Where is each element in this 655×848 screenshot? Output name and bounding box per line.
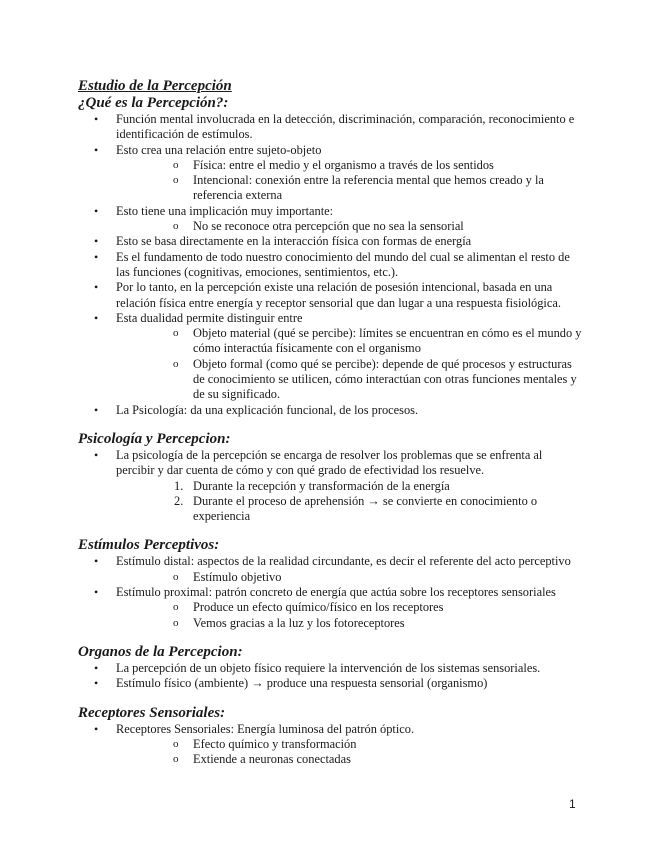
- sub-list-item: o Efecto químico y transformación: [116, 737, 583, 752]
- sub-list-item: o Vemos gracias a la luz y los fotoreceptores: [116, 616, 583, 631]
- numbered-item: 1. Durante la recepción y transformación de la energía: [174, 478, 450, 493]
- sub-list-item: o Estímulo objetivo: [116, 570, 583, 585]
- list-item: • Función mental involucrada en la detección, discriminación, comparación, reconocimiento e identificación de estímulos.: [78, 112, 583, 143]
- list-item: • Estímulo proximal: patrón concreto de energía que actúa sobre los receptores sensoriales o Produce un efecto químico/físico en los receptores o Vemos gracias a la luz y los fotoreceptores: [78, 585, 583, 631]
- list-item: • La psicología de la percepción se encarga de resolver los problemas que se enfrenta al percibir y dar cuenta de cómo y con qué grado de efectividad los resuelve. 1. Durante la recepción y transformación de la energía 2. Durante el proceso de aprehensión → se convierte en conocimiento o experiencia: [78, 448, 583, 524]
- bullet-list: [78, 448, 583, 524]
- numbered-item: 2. Durante el proceso de aprehensión → se convierte en conocimiento o experiencia: [174, 493, 538, 524]
- section-heading: Psicología y Percepcion:: [78, 430, 231, 447]
- document-title: Estudio de la Percepción: [78, 78, 232, 94]
- list-item: • Estímulo distal: aspectos de la realidad circundante, es decir el referente del acto perceptivo o Estímulo objetivo: [78, 554, 583, 585]
- list-item: • La Psicología: da una explicación funcional, de los procesos.: [78, 403, 583, 418]
- sub-list: [116, 326, 583, 402]
- list-item: • Esto crea una relación entre sujeto-objeto o Física: entre el medio y el organismo a través de los sentidos o Intencional: conexión entre la referencia mental que hemos creado y la referencia externa: [78, 143, 583, 204]
- sub-list: [116, 600, 583, 631]
- bullet-list: [78, 661, 583, 692]
- list-item: • Receptores Sensoriales: Energía luminosa del patrón óptico. o Efecto químico y transformación o Extiende a neuronas conectadas: [78, 722, 583, 768]
- sub-list-item: o Objeto material (qué se percibe): límites se encuentran en cómo es el mundo y cómo interactúa físicamente con el organismo: [116, 326, 583, 357]
- section-heading: Organos de la Percepcion:: [78, 643, 243, 660]
- sub-list: [116, 158, 583, 204]
- numbered-list: [116, 479, 583, 525]
- list-item: • Es el fundamento de todo nuestro conocimiento del mundo del cual se alimentan el resto de las funciones (cognitivas, emociones, sentimientos, etc.).: [78, 250, 583, 281]
- bullet-list: [78, 554, 583, 630]
- list-item: • Esto se basa directamente en la interacción física con formas de energía: [78, 234, 583, 249]
- bullet-list: [78, 112, 583, 418]
- sub-list: [116, 219, 583, 234]
- list-item: • Esta dualidad permite distinguir entre o Objeto material (qué se percibe): límites se encuentran en cómo es el mundo y cómo interactúa físicamente con el organismo o Objeto formal (como qué se percibe): depende de qué procesos y estructuras de conocimiento se utilicen, cómo interactúan con otras funciones mentales y de su significado.: [78, 311, 583, 403]
- sub-list-item: o Intencional: conexión entre la referencia mental que hemos creado y la referencia externa: [116, 173, 583, 204]
- section-heading: Receptores Sensoriales:: [78, 704, 226, 721]
- section-heading: Estímulos Perceptivos:: [78, 537, 220, 554]
- sub-list-item: o Objeto formal (como qué se percibe): depende de qué procesos y estructuras de conocimiento se utilicen, cómo interactúan con otras funciones mentales y de su significado.: [116, 357, 583, 403]
- list-item: • Estímulo físico (ambiente) → produce una respuesta sensorial (organismo): [78, 676, 583, 691]
- sub-list-item: o Física: entre el medio y el organismo a través de los sentidos: [116, 158, 583, 173]
- sub-list-item: o Produce un efecto químico/físico en los receptores: [116, 600, 583, 615]
- document-page: [78, 78, 583, 767]
- section-heading: ¿Qué es la Percepción?:: [78, 95, 229, 111]
- list-item: • Esto tiene una implicación muy importante: o No se reconoce otra percepción que no sea la sensorial: [78, 204, 583, 235]
- sub-list-item: o No se reconoce otra percepción que no sea la sensorial: [116, 219, 583, 234]
- list-item: • Por lo tanto, en la percepción existe una relación de posesión intencional, basada en una relación física entre energía y receptor sensorial que dan lugar a una respuesta fisiológica.: [78, 280, 583, 311]
- page-number: 1: [569, 797, 576, 811]
- sub-list: [116, 570, 583, 585]
- list-item: • La percepción de un objeto físico requiere la intervención de los sistemas sensoriales.: [78, 661, 583, 676]
- sub-list: [116, 737, 583, 768]
- sub-list-item: o Extiende a neuronas conectadas: [116, 752, 583, 767]
- bullet-list: [78, 722, 583, 768]
